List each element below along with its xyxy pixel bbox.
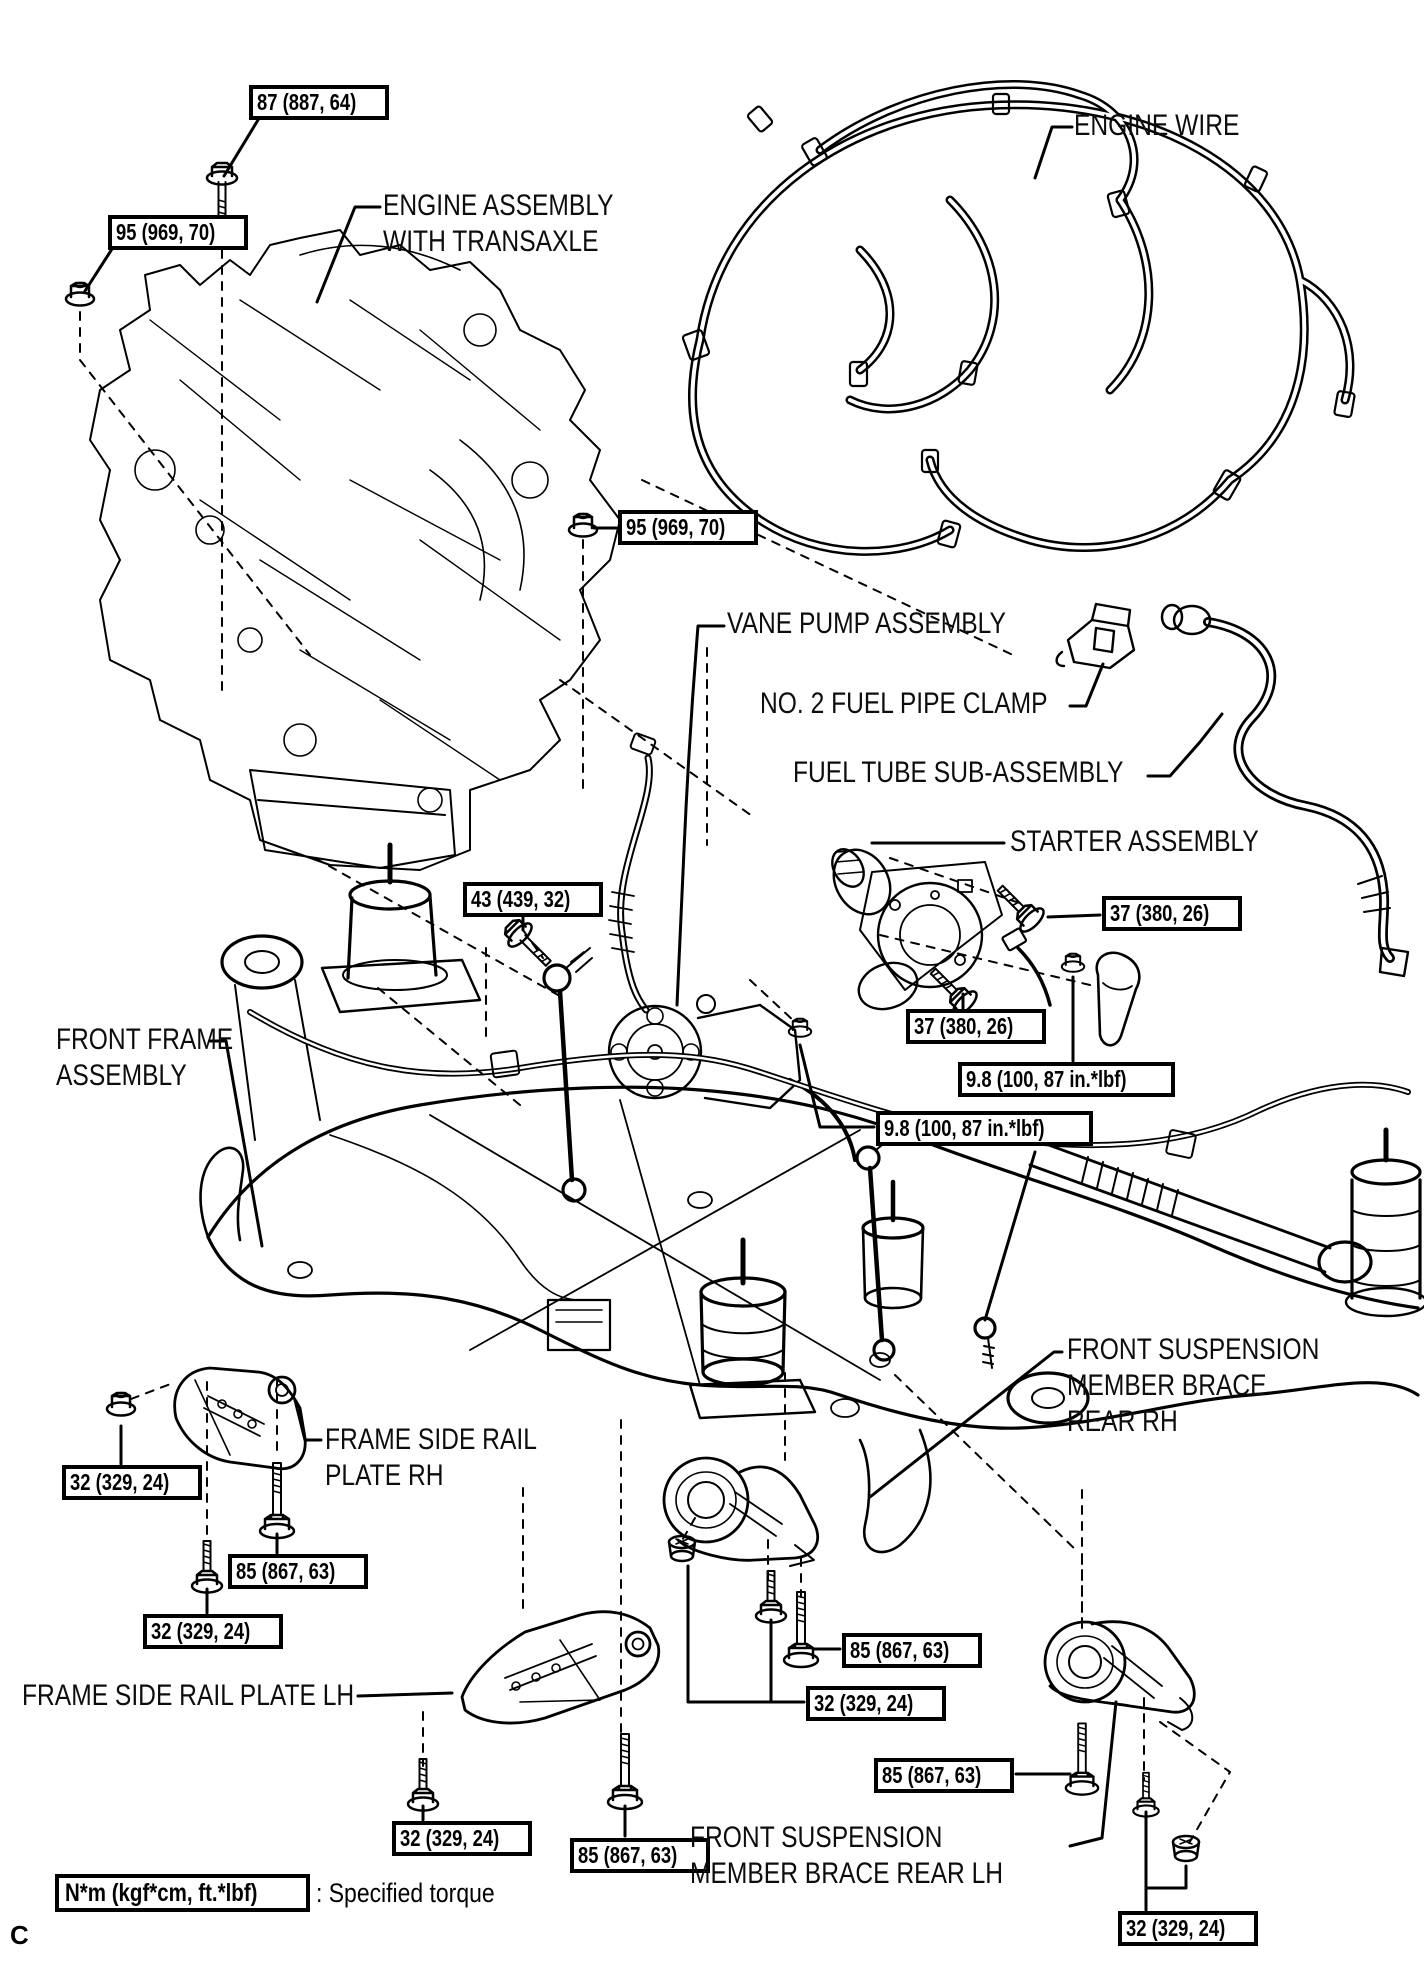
nut-icon (66, 283, 94, 306)
part-label-line: PLATE RH (325, 1459, 444, 1492)
engine-asm-label (383, 188, 664, 260)
part-label-line: MEMBER BRACE REAR LH (690, 1857, 1004, 1890)
torque-spec-label (143, 1614, 283, 1649)
bolt-icon (1066, 1723, 1098, 1794)
torque-spec-label (463, 882, 603, 917)
torque-spec-label (392, 1821, 532, 1856)
vane-pump-art (609, 733, 855, 1160)
brace-rh-label (1067, 1332, 1375, 1440)
engine-wire-art (682, 84, 1355, 551)
torque-spec-label (62, 1465, 202, 1500)
bolt-icon (1133, 1773, 1159, 1817)
front-frame-label (56, 1022, 272, 1094)
torque-legend-description: : Specified torque (315, 1877, 495, 1908)
torque-spec-text: 32 (329, 24) (151, 1618, 251, 1644)
brace-lh-art (1045, 1622, 1194, 1730)
fuel-pipe-clamp-art (1057, 604, 1134, 668)
torque-spec-label (1102, 896, 1242, 931)
torque-spec-text: 9.8 (100, 87 in.*lbf) (966, 1066, 1127, 1092)
part-label-line: FUEL TUBE SUB-ASSEMBLY (793, 756, 1124, 789)
torque-spec-label (1118, 1911, 1258, 1946)
torque-spec-label (906, 1009, 1046, 1044)
clip-icon (1173, 1836, 1199, 1861)
engine-assembly-art (90, 230, 620, 870)
torque-spec-label (842, 1633, 982, 1668)
torque-spec-text: 87 (887, 64) (257, 89, 357, 115)
fuel-clamp-label (760, 686, 1111, 722)
torque-spec-label (874, 1758, 1014, 1793)
brace-lh-label (690, 1820, 1072, 1892)
plate-lh-art (462, 1612, 659, 1723)
bolt-icon (192, 1541, 222, 1593)
part-label-line: FRONT SUSPENSION (1067, 1333, 1320, 1366)
plate-rh-art (175, 1368, 306, 1469)
torque-spec-text: 85 (867, 63) (236, 1558, 336, 1584)
torque-spec-text: 95 (969, 70) (116, 219, 216, 245)
torque-spec-label (618, 510, 758, 545)
part-label-line: ENGINE ASSEMBLY (383, 189, 614, 222)
page-marker: C (10, 1920, 29, 1950)
torque-spec-text: 43 (439, 32) (471, 886, 571, 912)
vane-pump-label (727, 606, 1067, 642)
torque-spec-label (806, 1686, 946, 1721)
plate-lh-label (22, 1678, 427, 1714)
terminal-cap-icon (1097, 953, 1140, 1046)
part-label-line: FRAME SIDE RAIL (325, 1423, 537, 1456)
torque-legend-formula: N*m (kgf*cm, ft.*lbf) (65, 1879, 258, 1907)
torque-spec-text: 37 (380, 26) (1110, 900, 1210, 926)
torque-spec-text: 32 (329, 24) (1126, 1915, 1226, 1941)
torque-spec-text: 9.8 (100, 87 in.*lbf) (884, 1115, 1045, 1141)
torque-spec-label (228, 1554, 368, 1589)
part-label-line: ASSEMBLY (56, 1059, 187, 1092)
part-label-line: STARTER ASSEMBLY (1010, 825, 1259, 858)
bolt-icon (260, 1463, 294, 1538)
nut-icon (789, 1018, 811, 1036)
part-label-line: MEMBER BRACE (1067, 1369, 1267, 1402)
bolt-icon (608, 1734, 642, 1809)
torque-spec-text: 32 (329, 24) (400, 1825, 500, 1851)
part-label-line: NO. 2 FUEL PIPE CLAMP (760, 687, 1048, 720)
wire-connector-icon (682, 94, 1355, 548)
torque-legend (55, 1874, 526, 1912)
nut-icon (569, 514, 597, 537)
part-label-line: VANE PUMP ASSEMBLY (727, 607, 1006, 640)
engine-wire-label (1074, 108, 1276, 144)
bolt-icon (207, 163, 237, 218)
fuel-tube-label (793, 755, 1196, 791)
part-label-line: FRONT SUSPENSION (690, 1821, 943, 1854)
torque-spec-label (249, 85, 389, 120)
torque-spec-text: 85 (867, 63) (578, 1842, 678, 1868)
bolt-icon (499, 914, 559, 974)
torque-spec-text: 32 (329, 24) (70, 1469, 170, 1495)
part-label-line: ENGINE WIRE (1074, 109, 1240, 142)
bolt-icon (756, 1571, 786, 1623)
part-label-line: REAR RH (1067, 1405, 1178, 1438)
torque-spec-text: 32 (329, 24) (814, 1690, 914, 1716)
starter-label (1010, 824, 1313, 860)
torque-spec-label (958, 1062, 1175, 1097)
bolt-icon (784, 1592, 818, 1667)
torque-spec-label (108, 215, 248, 250)
part-label-line: FRONT FRAME (56, 1023, 234, 1056)
torque-legend-box (55, 1874, 310, 1912)
brace-rh-art (664, 1458, 818, 1566)
nut-icon (1062, 953, 1084, 971)
torque-spec-text: 85 (867, 63) (850, 1637, 950, 1663)
plate-rh-label (325, 1422, 583, 1494)
nut-icon (107, 1393, 135, 1416)
torque-spec-label (876, 1111, 1093, 1146)
torque-spec-text: 85 (867, 63) (882, 1762, 982, 1788)
torque-spec-text: 95 (969, 70) (626, 514, 726, 540)
part-label-line: FRAME SIDE RAIL PLATE LH (22, 1679, 355, 1712)
part-label-line: WITH TRANSAXLE (383, 225, 599, 258)
torque-spec-text: 37 (380, 26) (914, 1013, 1014, 1039)
